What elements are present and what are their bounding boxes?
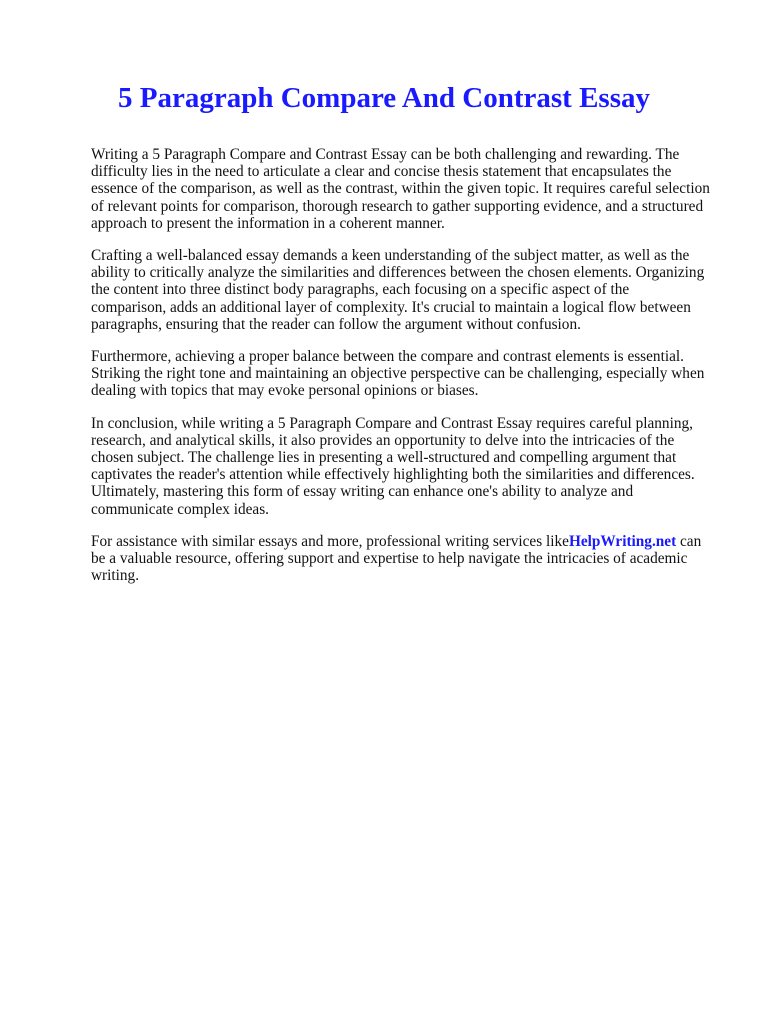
paragraph-line: comparison, adds an additional layer of complexity. It's crucial to maintain a logical flow between — [91, 298, 691, 316]
paragraph-line: Crafting a well-balanced essay demands a keen understanding of the subject matter, as well as the — [91, 247, 690, 265]
paragraph-line — [91, 533, 723, 550]
paragraph-line: Ultimately, mastering this form of essay writing can enhance one's ability to analyze and — [91, 483, 634, 501]
paragraph-line: Striking the right tone and maintaining an objective perspective can be challenging, especially when — [91, 365, 705, 383]
paragraph-5 — [91, 533, 723, 585]
paragraph-line: approach to present the information in a coherent manner. — [91, 214, 445, 232]
paragraph-4 — [91, 415, 723, 518]
paragraph-line: chosen subject. The challenge lies in presenting a well-structured and compelling argument that — [91, 449, 677, 467]
document-body — [91, 146, 723, 599]
paragraph-line: writing. — [91, 567, 140, 585]
paragraph-line: difficulty lies in the need to articulate a clear and concise thesis statement that encapsulates the — [91, 163, 672, 181]
paragraph-line: Furthermore, achieving a proper balance between the compare and contrast elements is essential. — [91, 348, 684, 366]
paragraph-text: can — [676, 532, 702, 550]
paragraph-line: research, and analytical skills, it also provides an opportunity to delve into the intricacies of the — [91, 431, 675, 449]
paragraph-line: captivates the reader's attention while effectively highlighting both the similarities and differences. — [91, 466, 695, 484]
paragraph-line: be a valuable resource, offering support and expertise to help navigate the intricacies of academic — [91, 550, 688, 568]
paragraph-1 — [91, 146, 723, 232]
paragraph-line: In conclusion, while writing a 5 Paragraph Compare and Contrast Essay requires careful planning, — [91, 414, 693, 432]
paragraph-line: of relevant points for comparison, thorough research to gather supporting evidence, and a structured — [91, 197, 704, 215]
paragraph-line: the content into three distinct body paragraphs, each focusing on a specific aspect of the — [91, 281, 630, 299]
paragraph-line: ability to critically analyze the similarities and differences between the chosen elements. Organizing — [91, 264, 705, 282]
paragraph-line: communicate complex ideas. — [91, 500, 269, 518]
paragraph-text: For assistance with similar essays and more, professional writing services like — [91, 532, 569, 550]
paragraph-3 — [91, 348, 723, 400]
helpwriting-link[interactable]: HelpWriting.net — [568, 532, 677, 550]
document-title: 5 Paragraph Compare And Contrast Essay — [118, 82, 650, 114]
paragraph-line: essence of the comparison, as well as the contrast, within the given topic. It requires careful selection — [91, 180, 710, 198]
paragraph-2 — [91, 247, 723, 333]
paragraph-line: dealing with topics that may evoke personal opinions or biases. — [91, 382, 479, 400]
paragraph-line: paragraphs, ensuring that the reader can follow the argument without confusion. — [91, 315, 581, 333]
paragraph-line: Writing a 5 Paragraph Compare and Contrast Essay can be both challenging and rewarding. The — [91, 146, 680, 163]
